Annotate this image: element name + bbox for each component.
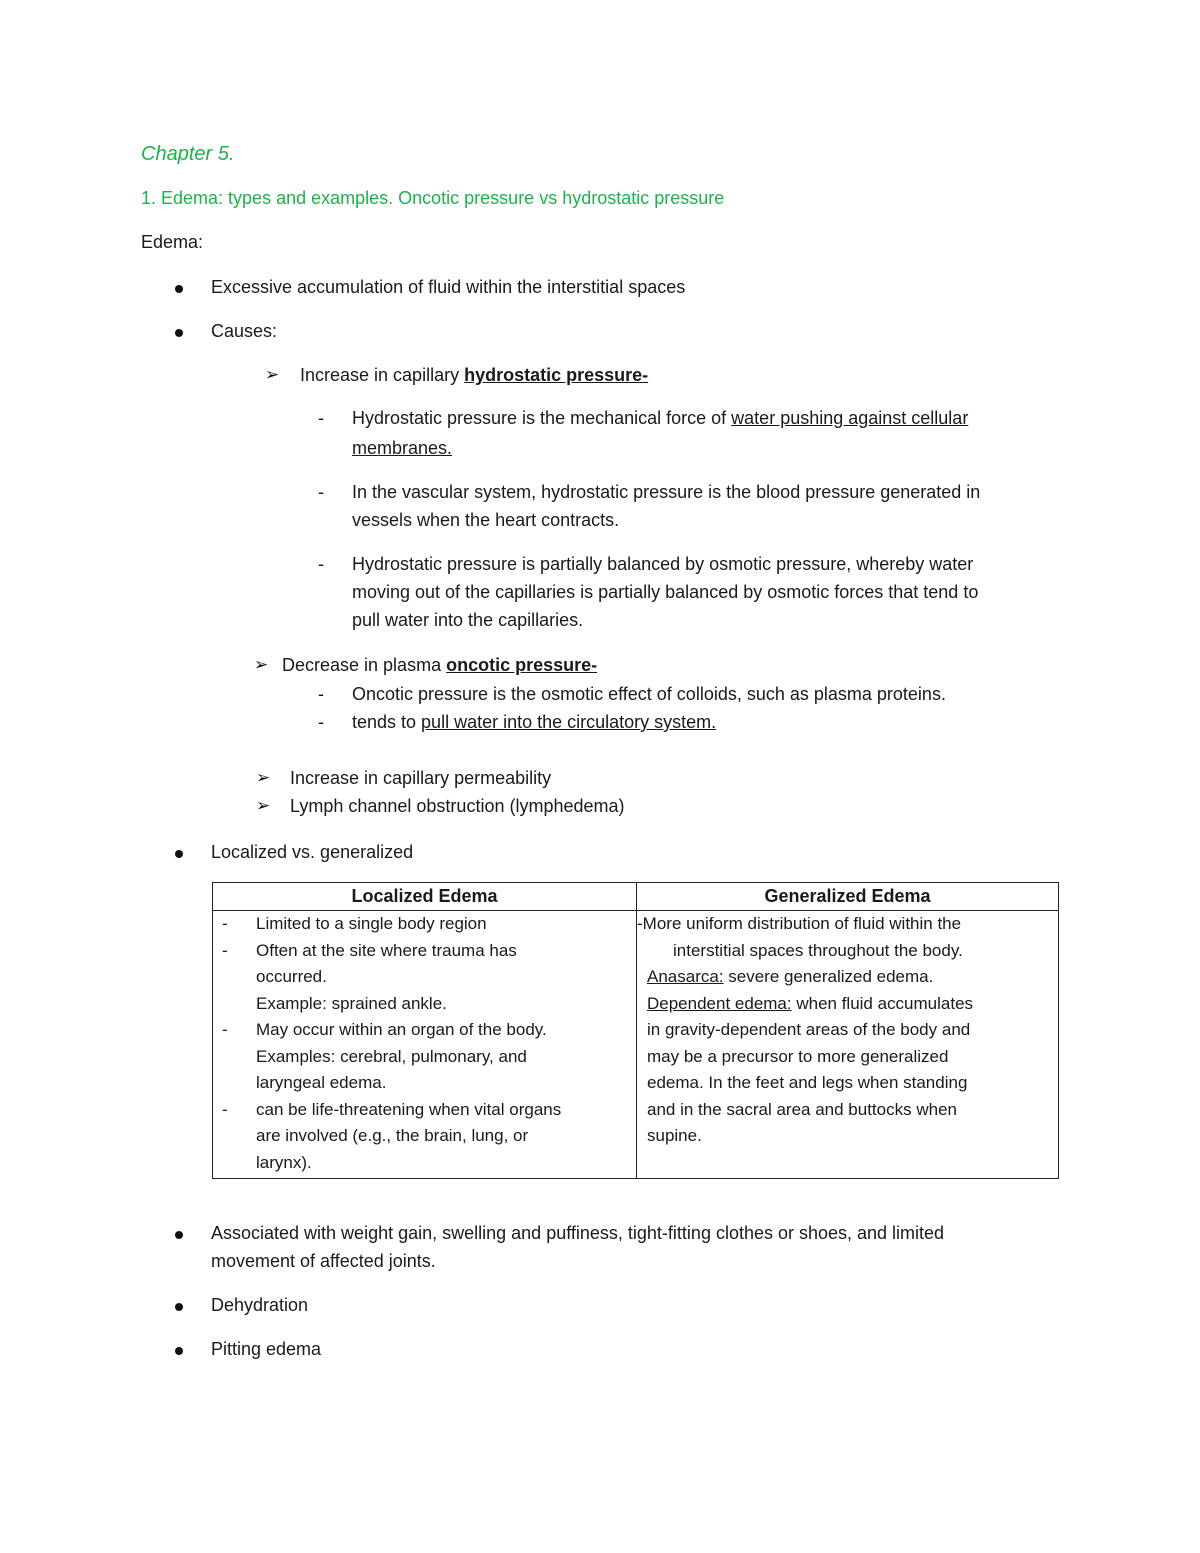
term-dependent: Dependent edema: — [647, 993, 792, 1013]
gen-line: and in the sacral area and buttocks when — [647, 1099, 957, 1119]
edema-comparison-table — [212, 882, 1059, 1179]
underlined-text: pull water into the circulatory system. — [421, 712, 717, 732]
text: Limited to a single body region — [256, 914, 487, 933]
bullet-text-cont: movement of affected joints. — [211, 1251, 436, 1271]
dash-icon: - — [318, 482, 324, 502]
gen-anasarca — [637, 964, 1058, 991]
term-oncotic: oncotic pressure- — [446, 655, 598, 675]
text: Often at the site where trauma has — [256, 940, 517, 960]
list-item-cont — [213, 1123, 636, 1150]
cell-localized — [213, 911, 637, 1179]
cause-hydrostatic — [300, 365, 648, 386]
bullet-text: Associated with weight gain, swelling and puffiness, tight-fitting clothes or shoes, and limited — [211, 1223, 945, 1243]
gen-line: interstitial spaces throughout the body. — [673, 940, 963, 960]
dash-icon: - — [318, 712, 324, 732]
arrow-bullet-icon: ➢ — [254, 655, 269, 674]
text: May occur within an organ of the body. — [256, 1020, 547, 1039]
dash-icon: - — [318, 554, 324, 574]
text: are involved (e.g., the brain, lung, or — [256, 1126, 529, 1145]
header-generalized: Generalized Edema — [637, 883, 1059, 911]
cell-generalized — [637, 911, 1059, 1179]
list-item — [213, 1097, 636, 1124]
bullet-text: Localized vs. generalized — [211, 842, 414, 862]
list-item-cont — [213, 1150, 636, 1177]
list-item-cont — [213, 964, 636, 991]
text: laryngeal edema. — [256, 1073, 387, 1092]
term-anasarca: Anasarca: — [647, 967, 724, 986]
table-row — [213, 911, 1059, 1179]
bullet-text: Excessive accumulation of fluid within the interstitial spaces — [211, 277, 686, 297]
gen-line: in gravity-dependent areas of the body and — [647, 1020, 971, 1039]
arrow-bullet-icon: ➢ — [256, 768, 271, 787]
dash-icon: - — [222, 1099, 228, 1119]
bullet-icon — [175, 850, 183, 858]
hydro-point-2-l2: vessels when the heart contracts. — [352, 510, 620, 530]
gen-line: -More uniform distribution of fluid within the — [637, 914, 962, 933]
bullet-icon — [175, 1231, 183, 1239]
gen-line: supine. — [647, 1126, 702, 1145]
cause-text: Decrease in plasma — [282, 655, 447, 675]
hydro-point-2-l1: In the vascular system, hydrostatic pressure is the blood pressure generated in — [352, 482, 981, 502]
bullet-icon — [175, 329, 183, 337]
text: can be life-threatening when vital organs — [256, 1099, 562, 1119]
onco-point-2 — [352, 712, 716, 733]
dash-icon: - — [222, 914, 228, 933]
cause-permeability: Increase in capillary permeability — [290, 768, 552, 788]
term-hydrostatic: hydrostatic pressure- — [464, 365, 649, 385]
cause-lymph: Lymph channel obstruction (lymphedema) — [290, 796, 625, 816]
list-item-cont — [213, 1070, 636, 1097]
hydro-point-3-l3: pull water into the capillaries. — [352, 610, 584, 630]
text: severe generalized edema. — [723, 967, 934, 986]
table-header-row — [213, 883, 1059, 911]
underlined-text: water pushing against cellular — [731, 408, 969, 428]
dash-icon: - — [318, 408, 324, 428]
gen-dependent — [637, 991, 1058, 1018]
section-heading: 1. Edema: types and examples. Oncotic pressure vs hydrostatic pressure — [141, 188, 725, 208]
dash-icon: - — [222, 1020, 228, 1039]
text: when fluid accumulates — [791, 993, 974, 1013]
text: larynx). — [256, 1152, 312, 1172]
underlined-text: membranes. — [352, 438, 453, 458]
chapter-title: Chapter 5. — [141, 143, 235, 165]
onco-point-1: Oncotic pressure is the osmotic effect of colloids, such as plasma proteins. — [352, 684, 946, 704]
cause-text: Increase in capillary — [300, 365, 465, 385]
text: Example: sprained ankle. — [256, 993, 447, 1013]
bullet-text: Causes: — [211, 321, 278, 341]
list-item-cont — [213, 1044, 636, 1071]
cause-oncotic — [282, 655, 597, 676]
list-item-cont — [213, 991, 636, 1018]
header-localized: Localized Edema — [213, 883, 637, 911]
bullet-icon — [175, 1303, 183, 1311]
list-item — [213, 1017, 636, 1044]
bullet-text: Pitting edema — [211, 1339, 322, 1359]
gen-line: may be a precursor to more generalized — [647, 1046, 949, 1066]
list-item — [213, 911, 636, 938]
gen-line: edema. In the feet and legs when standing — [647, 1073, 968, 1092]
edema-label: Edema: — [141, 232, 204, 252]
dash-icon: - — [318, 684, 324, 704]
text: tends to — [352, 712, 422, 732]
arrow-bullet-icon: ➢ — [265, 365, 280, 384]
list-item — [213, 938, 636, 965]
bullet-icon — [175, 1347, 183, 1355]
text: Examples: cerebral, pulmonary, and — [256, 1046, 527, 1066]
hydro-point-3-l1: Hydrostatic pressure is partially balanced by osmotic pressure, whereby water — [352, 554, 974, 574]
bullet-text: Dehydration — [211, 1295, 309, 1315]
text: Hydrostatic pressure is the mechanical force of — [352, 408, 732, 428]
hydro-point-1-cont — [352, 438, 452, 459]
arrow-bullet-icon: ➢ — [256, 796, 271, 815]
hydro-point-3-l2: moving out of the capillaries is partially balanced by osmotic forces that tend to — [352, 582, 979, 602]
text: occurred. — [256, 967, 327, 986]
bullet-icon — [175, 285, 183, 293]
dash-icon: - — [222, 940, 228, 960]
hydro-point-1 — [352, 408, 968, 429]
